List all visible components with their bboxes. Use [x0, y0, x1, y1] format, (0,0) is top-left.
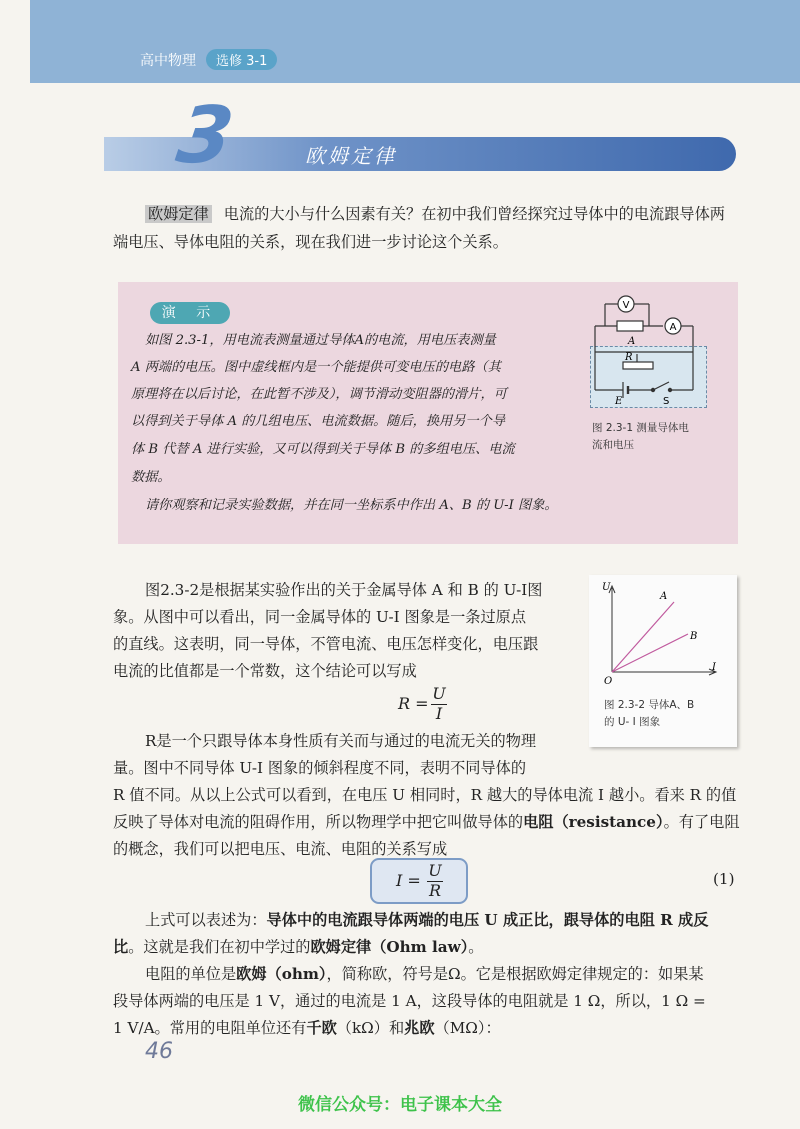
- figure-2-3-1-caption-1: 图 2.3-1 测量导体电: [592, 422, 689, 434]
- demo-line-3: 原理将在以后讨论，在此暂不涉及），调节滑动变阻器的滑片，可: [131, 387, 507, 402]
- switch-label: S: [663, 396, 670, 407]
- para3-line-3: 的概念，我们可以把电压、电流、电阻的关系写成: [113, 840, 448, 858]
- para2-line-1: R是一个只跟导体本身性质有关而与通过的电流无关的物理: [145, 732, 537, 750]
- u-axis-label: U: [602, 582, 611, 593]
- demo-line-1: 如图 2.3-1，用电流表测量通过导体A的电流，用电压表测量: [145, 333, 496, 348]
- para1-line-3: 的直线。这表明，同一导体，不管电流、电压怎样变化，电压跟: [113, 635, 539, 653]
- demo-line-2: A 两端的电压。图中虚线框内是一个能提供可变电压的电路（其: [131, 360, 501, 375]
- para3-line-1: R 值不同。从以上公式可以看到，在电压 U 相同时，R 越大的导体电流 I 越小。看来 R 的值: [113, 786, 737, 804]
- section-keyword: 欧姆定律: [145, 205, 212, 223]
- equation-number: (1): [713, 870, 735, 888]
- chapter-title: 欧姆定律: [305, 144, 397, 168]
- circuit-diagram: [585, 292, 715, 410]
- demo-line-4: 以得到关于导体 A 的几组电压、电流数据。随后，换用另一个导: [131, 414, 505, 429]
- series-a-label: A: [660, 591, 668, 602]
- figure-2-3-2-caption-1: 图 2.3-2 导体A、B: [604, 699, 695, 711]
- series-b-label: B: [690, 631, 698, 642]
- para4-line-1: 上式可以表述为：导体中的电流跟导体两端的电压 U 成正比，跟导体的电阻 R 成反: [145, 911, 709, 929]
- chapter-number: 3: [171, 91, 239, 181]
- para4-line-2: 比。这就是我们在初中学过的欧姆定律（Ohm law）。: [113, 938, 484, 956]
- conductor-label: A: [628, 336, 636, 347]
- para5-line-3: 1 V/A。常用的电阻单位还有千欧（kΩ）和兆欧（MΩ）：: [113, 1019, 501, 1037]
- origin-label: O: [604, 676, 613, 687]
- ammeter-label: A: [669, 322, 677, 333]
- figure-2-3-1-caption-2: 流和电压: [592, 439, 634, 451]
- footer-watermark: 微信公众号：电子课本大全: [298, 1095, 502, 1115]
- demo-line-5: 体 B 代替 A 进行实验，又可以得到关于导体 B 的多组电压、电流: [131, 442, 515, 457]
- intro-line-1: 欧姆定律 电流的大小与什么因素有关？在初中我们曾经探究过导体中的电流跟导体两: [145, 201, 745, 228]
- ui-graph: [596, 580, 731, 695]
- para1-line-4: 电流的比值都是一个常数，这个结论可以写成: [113, 662, 417, 680]
- demo-instruction: 请你观察和记录实验数据，并在同一坐标系中作出 A、B 的 U-I 图象。: [145, 498, 558, 513]
- page-number: 46: [145, 1039, 173, 1064]
- para1-line-2: 象。从图中可以看出，同一金属导体的 U-I 图象是一条过原点: [113, 608, 527, 626]
- para5-line-2: 段导体两端的电压是 1 V，通过的电流是 1 A，这段导体的电阻就是 1 Ω，所以，1 Ω =: [113, 992, 706, 1010]
- para5-line-1: 电阻的单位是欧姆（ohm），简称欧，符号是Ω。它是根据欧姆定律规定的：如果某: [145, 965, 704, 983]
- i-axis-label: I: [712, 662, 716, 673]
- figure-2-3-2-caption-2: 的 U- I 图象: [604, 716, 661, 728]
- volume-badge: 选修 3-1: [206, 49, 277, 70]
- demo-tag: 演 示: [150, 302, 230, 324]
- line-a: [612, 602, 674, 672]
- para2-line-2: 量。图中不同导体 U-I 图象的倾斜程度不同，表明不同导体的: [113, 759, 527, 777]
- line-b: [612, 634, 688, 672]
- para3-line-2: 反映了导体对电流的阻碍作用，所以物理学中把它叫做导体的电阻（resistance）。有了电阻: [113, 813, 740, 831]
- battery-label: E: [615, 396, 623, 407]
- book-title: 高中物理: [140, 53, 196, 69]
- page-header-band: [30, 0, 800, 83]
- para1-line-1: 图2.3-2是根据某实验作出的关于金属导体 A 和 B 的 U-I图: [145, 581, 543, 599]
- intro-line-2: 端电压、导体电阻的关系，现在我们进一步讨论这个关系。: [113, 233, 508, 251]
- rheostat-label: R: [625, 352, 633, 363]
- demo-line-6: 数据。: [131, 470, 171, 485]
- voltmeter-label: V: [622, 300, 630, 311]
